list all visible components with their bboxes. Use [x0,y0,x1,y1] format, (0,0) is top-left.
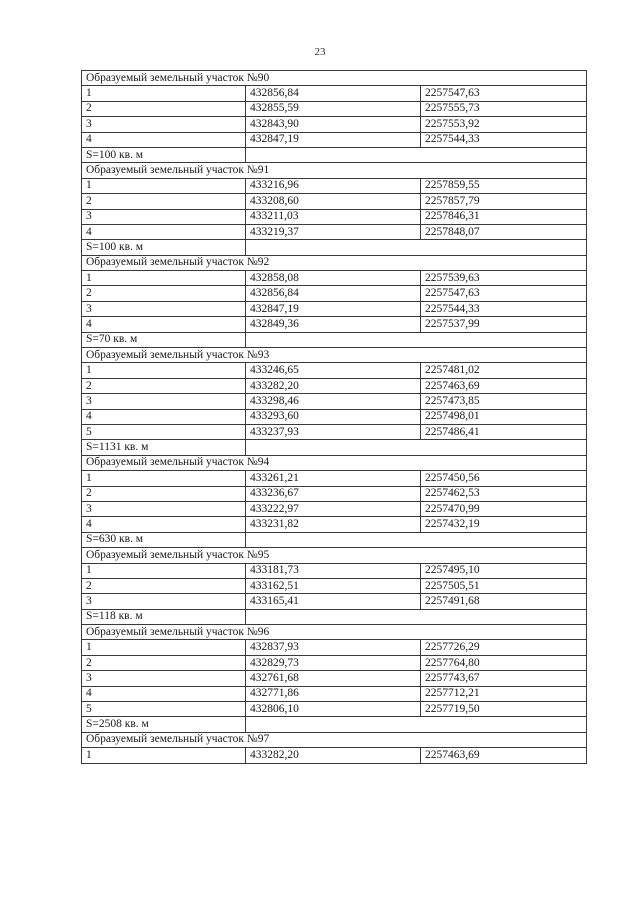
x-coordinate: 432856,84 [246,86,421,101]
y-coordinate: 2257555,73 [421,101,587,116]
x-coordinate: 432847,19 [246,301,421,316]
parcel-area: S=100 кв. м [82,240,246,255]
point-row [82,748,587,763]
point-row [82,86,587,101]
y-coordinate: 2257537,99 [421,317,587,332]
y-coordinate: 2257486,41 [421,424,587,439]
point-row [82,178,587,193]
y-coordinate: 2257544,33 [421,132,587,147]
point-number: 2 [82,286,246,301]
area-row [82,717,587,732]
y-coordinate: 2257473,85 [421,394,587,409]
point-number: 1 [82,471,246,486]
parcel-area: S=2508 кв. м [82,717,246,732]
point-number: 3 [82,394,246,409]
empty-cell [246,147,587,162]
x-coordinate: 433298,46 [246,394,421,409]
parcel-title: Образуемый земельный участок №93 [82,348,587,363]
parcel-title: Образуемый земельный участок №94 [82,455,587,470]
point-number: 3 [82,671,246,686]
y-coordinate: 2257498,01 [421,409,587,424]
point-row [82,686,587,701]
empty-cell [246,532,587,547]
parcel-title-row [82,71,587,86]
y-coordinate: 2257463,69 [421,378,587,393]
y-coordinate: 2257463,69 [421,748,587,763]
parcel-title-row [82,348,587,363]
empty-cell [246,240,587,255]
x-coordinate: 432806,10 [246,702,421,717]
y-coordinate: 2257450,56 [421,471,587,486]
point-number: 2 [82,655,246,670]
page-number: 23 [314,46,326,58]
point-row [82,563,587,578]
x-coordinate: 433208,60 [246,194,421,209]
x-coordinate: 433165,41 [246,594,421,609]
point-row [82,517,587,532]
point-number: 2 [82,378,246,393]
y-coordinate: 2257719,50 [421,702,587,717]
point-number: 3 [82,117,246,132]
point-row [82,224,587,239]
point-number: 2 [82,578,246,593]
y-coordinate: 2257432,19 [421,517,587,532]
empty-cell [246,609,587,624]
y-coordinate: 2257491,68 [421,594,587,609]
x-coordinate: 432771,86 [246,686,421,701]
x-coordinate: 433162,51 [246,578,421,593]
point-row [82,194,587,209]
y-coordinate: 2257544,33 [421,301,587,316]
y-coordinate: 2257859,55 [421,178,587,193]
x-coordinate: 433246,65 [246,363,421,378]
point-number: 4 [82,317,246,332]
point-row [82,117,587,132]
point-number: 1 [82,748,246,763]
parcel-area: S=1131 кв. м [82,440,246,455]
area-row [82,240,587,255]
x-coordinate: 433282,20 [246,748,421,763]
y-coordinate: 2257848,07 [421,224,587,239]
x-coordinate: 432843,90 [246,117,421,132]
point-number: 4 [82,517,246,532]
point-number: 4 [82,686,246,701]
point-number: 1 [82,363,246,378]
y-coordinate: 2257495,10 [421,563,587,578]
x-coordinate: 433222,97 [246,501,421,516]
x-coordinate: 433237,93 [246,424,421,439]
x-coordinate: 433211,03 [246,209,421,224]
y-coordinate: 2257846,31 [421,209,587,224]
point-row [82,578,587,593]
coordinates-table-body [82,71,587,764]
parcel-title-row [82,163,587,178]
area-row [82,332,587,347]
point-row [82,271,587,286]
y-coordinate: 2257462,53 [421,486,587,501]
area-row [82,609,587,624]
point-number: 2 [82,101,246,116]
y-coordinate: 2257726,29 [421,640,587,655]
point-number: 1 [82,178,246,193]
parcel-title-row [82,548,587,563]
parcel-area: S=630 кв. м [82,532,246,547]
y-coordinate: 2257553,92 [421,117,587,132]
x-coordinate: 432849,36 [246,317,421,332]
parcel-title: Образуемый земельный участок №91 [82,163,587,178]
parcel-title: Образуемый земельный участок №95 [82,548,587,563]
empty-cell [246,440,587,455]
coordinates-table [81,70,587,764]
point-row [82,409,587,424]
x-coordinate: 432829,73 [246,655,421,670]
y-coordinate: 2257481,02 [421,363,587,378]
point-row [82,209,587,224]
point-row [82,655,587,670]
point-row [82,471,587,486]
point-row [82,671,587,686]
area-row [82,147,587,162]
point-row [82,132,587,147]
parcel-title-row [82,455,587,470]
y-coordinate: 2257470,99 [421,501,587,516]
point-row [82,363,587,378]
empty-cell [246,717,587,732]
x-coordinate: 433216,96 [246,178,421,193]
parcel-title: Образуемый земельный участок №97 [82,732,587,747]
y-coordinate: 2257505,51 [421,578,587,593]
area-row [82,440,587,455]
area-row [82,532,587,547]
point-row [82,501,587,516]
point-row [82,640,587,655]
point-number: 1 [82,563,246,578]
x-coordinate: 433231,82 [246,517,421,532]
point-number: 3 [82,501,246,516]
empty-cell [246,332,587,347]
point-number: 4 [82,409,246,424]
y-coordinate: 2257857,79 [421,194,587,209]
parcel-title-row [82,732,587,747]
point-number: 5 [82,702,246,717]
y-coordinate: 2257764,80 [421,655,587,670]
y-coordinate: 2257539,63 [421,271,587,286]
y-coordinate: 2257547,63 [421,86,587,101]
point-number: 3 [82,594,246,609]
point-number: 1 [82,271,246,286]
x-coordinate: 433219,37 [246,224,421,239]
x-coordinate: 433181,73 [246,563,421,578]
point-number: 4 [82,224,246,239]
x-coordinate: 433261,21 [246,471,421,486]
parcel-title: Образуемый земельный участок №92 [82,255,587,270]
point-row [82,101,587,116]
x-coordinate: 432837,93 [246,640,421,655]
y-coordinate: 2257712,21 [421,686,587,701]
parcel-title: Образуемый земельный участок №90 [82,71,587,86]
point-number: 3 [82,209,246,224]
point-row [82,378,587,393]
point-number: 1 [82,86,246,101]
x-coordinate: 432761,68 [246,671,421,686]
point-number: 2 [82,486,246,501]
point-row [82,594,587,609]
point-number: 5 [82,424,246,439]
point-row [82,424,587,439]
y-coordinate: 2257743,67 [421,671,587,686]
point-number: 3 [82,301,246,316]
point-row [82,486,587,501]
point-number: 1 [82,640,246,655]
x-coordinate: 432856,84 [246,286,421,301]
parcel-area: S=100 кв. м [82,147,246,162]
parcel-area: S=70 кв. м [82,332,246,347]
x-coordinate: 433293,60 [246,409,421,424]
point-row [82,394,587,409]
point-row [82,286,587,301]
parcel-title-row [82,255,587,270]
y-coordinate: 2257547,63 [421,286,587,301]
point-row [82,317,587,332]
point-number: 4 [82,132,246,147]
point-number: 2 [82,194,246,209]
parcel-title: Образуемый земельный участок №96 [82,625,587,640]
x-coordinate: 432847,19 [246,132,421,147]
point-row [82,702,587,717]
point-row [82,301,587,316]
x-coordinate: 432855,59 [246,101,421,116]
x-coordinate: 433282,20 [246,378,421,393]
x-coordinate: 432858,08 [246,271,421,286]
x-coordinate: 433236,67 [246,486,421,501]
parcel-area: S=118 кв. м [82,609,246,624]
parcel-title-row [82,625,587,640]
